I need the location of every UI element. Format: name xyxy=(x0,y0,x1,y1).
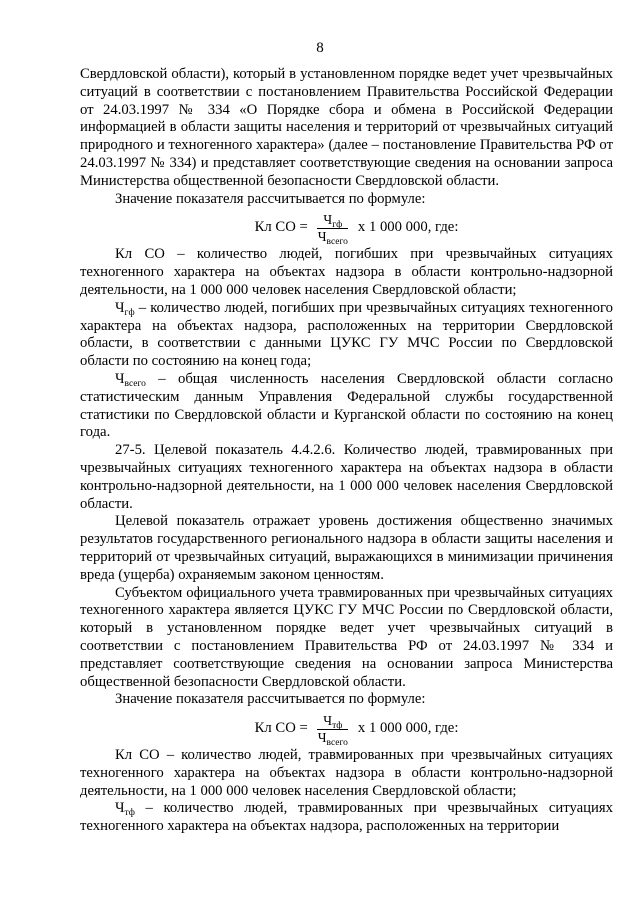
paragraph-3: Кл СО – количество людей, погибших при чрезвычайных ситуациях техногенного характера на объектах надзора в области контрольно-надзорной деятельности, на 1 000 000 человек населения Свердловской области; xyxy=(80,246,613,298)
formula-2 xyxy=(100,711,613,747)
paragraph-9: Значение показателя рассчитывается по формуле: xyxy=(115,691,426,708)
formula-1-denominator: $Ч_{всего}$ xyxy=(317,228,348,247)
formula-2-denominator: $Ч_{всего}$ xyxy=(317,729,348,748)
paragraph-10: Кл СО – количество людей, травмированных при чрезвычайных ситуациях техногенного характера на объектах надзора в области контрольно-надзорной деятельности, на 1 000 000 человек населения Свердловской области; xyxy=(80,747,613,799)
document-body xyxy=(80,66,613,836)
formula-1-rhs: х 1 000 000, где: xyxy=(357,219,459,236)
formula-2-fraction xyxy=(312,712,354,748)
formula-2-rhs: х 1 000 000, где: xyxy=(357,720,459,737)
formula-2-lhs: Кл СО = xyxy=(254,720,308,737)
paragraph-1: Свердловской области), который в установленном порядке ведет учет чрезвычайных ситуаций в соответствии с постановлением Правительства Российской Федерации от 24.03.1997 № 334 «О Порядке сбора и обмена в Российской Федерации информацией в области защиты населения и территорий от чрезвычайных ситуаций природного и техногенного характера» (далее – постановление Правительства РФ от 24.03.1997 № 334) и представляет соответствующие сведения на основании запроса Министерства общественной безопасности Свердловской области. xyxy=(80,66,613,189)
paragraph-6: 27-5. Целевой показатель 4.4.2.6. Количество людей, травмированных при чрезвычайных ситуациях техногенного характера на объектах надзора в области контрольно-надзорной деятельности, на 1 000 000 человек населения Свердловской области. xyxy=(80,442,613,512)
paragraph-4: $Ч_{гф}$ – количество людей, погибших при чрезвычайных ситуациях техногенного характера на объектах надзора, расположенных на территории Свердловской области, в соответствии с данными ЦУКС ГУ МЧС России по Свердловской области по состоянию на конец года; xyxy=(80,299,613,370)
formula-1-lhs: Кл СО = xyxy=(254,219,308,236)
formula-2-numerator: $Ч_{тф}$ xyxy=(317,714,348,730)
paragraph-11: $Ч_{тф}$ – количество людей, травмированных при чрезвычайных ситуациях техногенного характера на объектах надзора, расположенных на территории xyxy=(80,800,613,835)
page-number: 8 xyxy=(316,40,324,56)
formula-1-numerator: $Ч_{гф}$ xyxy=(317,213,348,229)
formula-1-fraction xyxy=(312,211,354,247)
formula-1 xyxy=(100,210,613,246)
paragraph-5: $Ч_{всего}$ – общая численность населения Свердловской области согласно статистическим данным Управления Федеральной службы государственной статистики по Свердловской области и Курганской области по состоянию на конец года. xyxy=(80,370,613,441)
paragraph-8: Субъектом официального учета травмированных при чрезвычайных ситуациях техногенного характера является ЦУКС ГУ МЧС России по Свердловской области, который в установленном порядке ведет учет чрезвычайных ситуаций в соответствии с постановлением Правительства РФ от 24.03.1997 № 334 и представляет соответствующие сведения на основании запроса Министерства общественной безопасности Свердловской области. xyxy=(80,584,613,690)
paragraph-2: Значение показателя рассчитывается по формуле: xyxy=(115,190,426,207)
paragraph-7: Целевой показатель отражает уровень достижения общественно значимых результатов государственного регионального надзора в области защиты населения и территорий от чрезвычайных ситуаций, выражающихся в минимизации причинения вреда (ущерба) охраняемым законом ценностям. xyxy=(80,513,613,583)
